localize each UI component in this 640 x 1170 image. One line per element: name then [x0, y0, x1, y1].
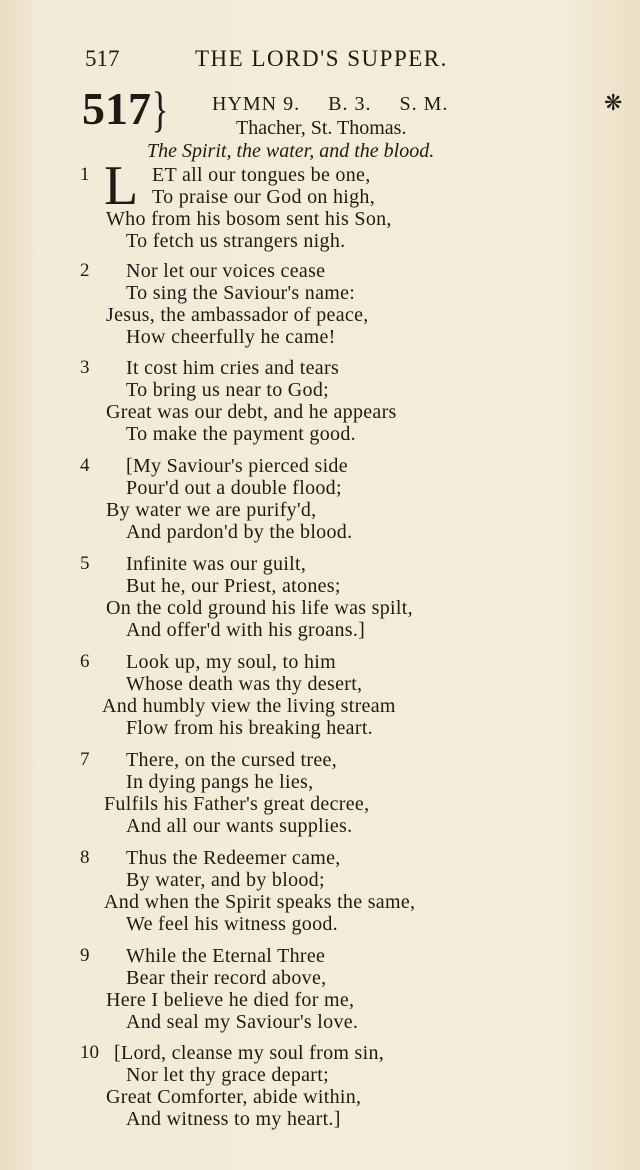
verse-line: Bear their record above, [126, 967, 327, 989]
ornament-icon: ❋ [604, 91, 623, 116]
verse-line: Flow from his breaking heart. [126, 717, 373, 739]
verse-line: In dying pangs he lies, [126, 771, 314, 793]
verse-line: Nor let our voices cease [126, 260, 326, 282]
verse-number: 9 [80, 945, 90, 966]
verse-line: By water we are purify'd, [106, 499, 317, 521]
verse-line: And when the Spirit speaks the same, [104, 891, 416, 913]
verse-line: To praise our God on high, [152, 186, 376, 208]
verse-line: Pour'd out a double flood; [126, 477, 342, 499]
hymn-book: B. 3. [328, 93, 372, 115]
verse-line: Great Comforter, abide within, [106, 1086, 362, 1108]
drop-cap: L [104, 155, 139, 217]
verse-line: And all our wants supplies. [126, 815, 353, 837]
verse-line: Infinite was our guilt, [126, 553, 307, 575]
verse-line: While the Eternal Three [126, 945, 326, 967]
verse-line: To fetch us strangers nigh. [126, 230, 346, 252]
verse-line: Fulfils his Father's great decree, [104, 793, 370, 815]
hymn-header [212, 93, 512, 116]
verse-line: Whose death was thy desert, [126, 673, 363, 695]
verse-number: 7 [80, 749, 90, 770]
verse-number: 3 [80, 357, 90, 378]
verse-line: To sing the Saviour's name: [126, 282, 356, 304]
verse-line: Great was our debt, and he appears [106, 401, 397, 423]
verse-number: 2 [80, 260, 90, 281]
verse-line: ET all our tongues be one, [152, 164, 371, 186]
verse-line: And pardon'd by the blood. [126, 521, 353, 543]
verse-line: Look up, my soul, to him [126, 651, 336, 673]
hymn-number: 517 [82, 83, 151, 134]
hymn-brace: } [151, 81, 169, 137]
hymn-meter: S. M. [399, 93, 449, 115]
verse-line: How cheerfully he came! [126, 326, 336, 348]
verse-line: Thus the Redeemer came, [126, 847, 341, 869]
verse-line: Jesus, the ambassador of peace, [106, 304, 369, 326]
verse-line: [Lord, cleanse my soul from sin, [114, 1042, 385, 1064]
verse-number: 5 [80, 553, 90, 574]
verse-line: On the cold ground his life was spilt, [106, 597, 413, 619]
verse-line: And offer'd with his groans.] [126, 619, 366, 641]
tune-names: Thacher, St. Thomas. [236, 117, 407, 139]
verse-line: And witness to my heart.] [126, 1108, 341, 1130]
verse-line: And humbly view the living stream [102, 695, 396, 717]
running-head [85, 46, 485, 76]
page-number: 517 [85, 46, 120, 71]
verse-line: To make the payment good. [126, 423, 356, 445]
verse-line: There, on the cursed tree, [126, 749, 338, 771]
verse-number: 4 [80, 455, 90, 476]
verse-line: We feel his witness good. [126, 913, 338, 935]
verse-line: But he, our Priest, atones; [126, 575, 341, 597]
verse-line: Who from his bosom sent his Son, [106, 208, 392, 230]
hymn-label: HYMN 9. [212, 93, 301, 115]
verse-line: To bring us near to God; [126, 379, 329, 401]
verse-line: It cost him cries and tears [126, 357, 340, 379]
verse-number: 6 [80, 651, 90, 672]
verse-line: [My Saviour's pierced side [126, 455, 348, 477]
running-title: THE LORD'S SUPPER. [195, 46, 448, 71]
verse-number: 10 [80, 1042, 99, 1063]
verse-line: And seal my Saviour's love. [126, 1011, 359, 1033]
verse-number: 8 [80, 847, 90, 868]
hymn-theme: The Spirit, the water, and the blood. [147, 140, 435, 162]
verse-number: 1 [80, 164, 90, 185]
verse-line: Nor let thy grace depart; [126, 1064, 329, 1086]
verse-line: Here I believe he died for me, [106, 989, 355, 1011]
verse-line: By water, and by blood; [126, 869, 325, 891]
